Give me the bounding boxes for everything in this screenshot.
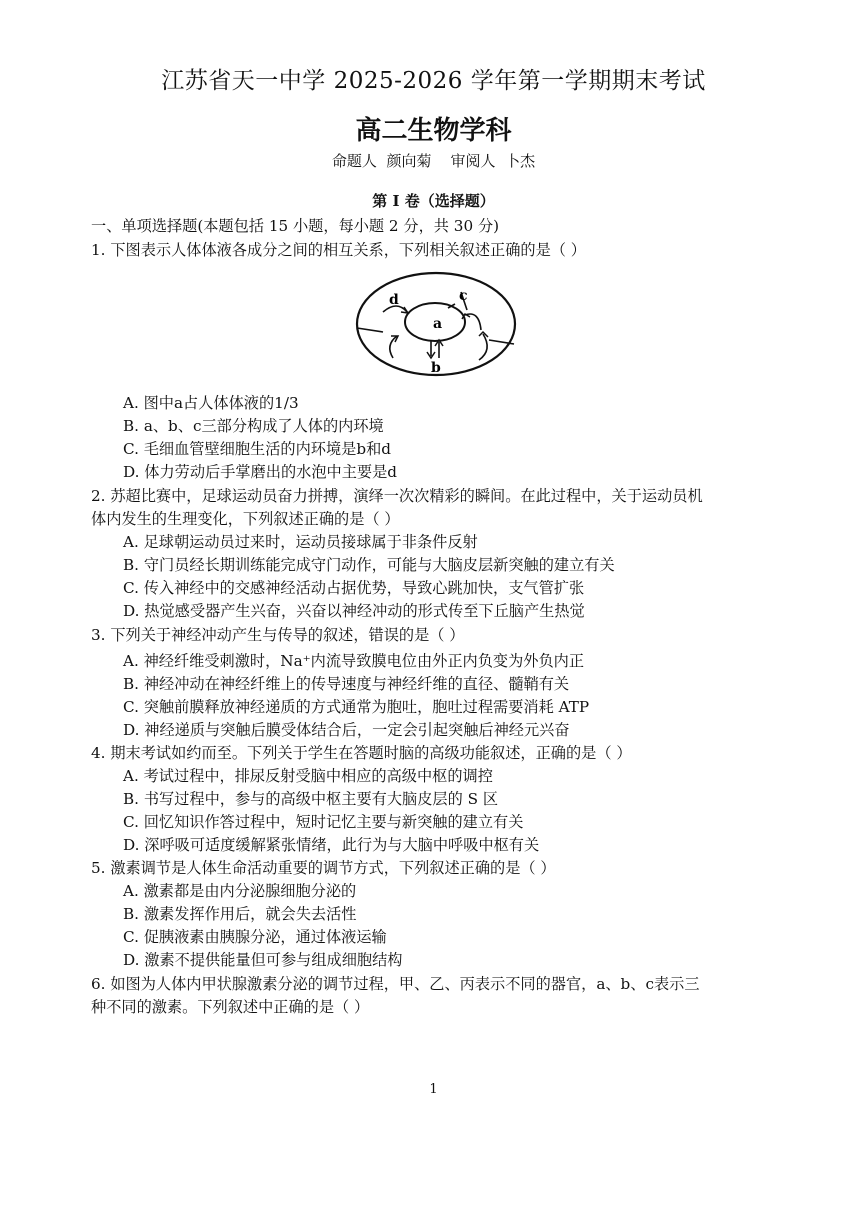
q5-option-a: A. 激素都是由内分泌腺细胞分泌的	[123, 882, 357, 900]
q3-option-c: C. 突触前膜释放神经递质的方式通常为胞吐，胞吐过程需要消耗 ATP	[123, 698, 590, 716]
q5-option-d: D. 激素不提供能量但可参与组成细胞结构	[123, 951, 403, 969]
question-2-stem-2: 体内发生的生理变化，下列叙述正确的是（ ）	[91, 510, 400, 528]
authors-line: 命题人 颜向菊 审阅人 卜杰	[331, 152, 536, 170]
label-c: c	[459, 288, 468, 304]
q4-option-b: B. 书写过程中，参与的高级中枢主要有大脑皮层的 S 区	[123, 790, 499, 808]
question-1-stem: 1. 下图表示人体体液各成分之间的相互关系，下列相关叙述正确的是（ ）	[91, 241, 586, 259]
label-b: b	[431, 360, 441, 376]
q2-option-a: A. 足球朝运动员过来时，运动员接球属于非条件反射	[123, 533, 478, 551]
q1-option-a: A. 图中a占人体体液的1/3	[123, 394, 299, 412]
q1-option-d: D. 体力劳动后手掌磨出的水泡中主要是d	[123, 463, 398, 481]
q4-option-c: C. 回忆知识作答过程中，短时记忆主要与新突触的建立有关	[123, 813, 524, 831]
question-4-stem: 4. 期末考试如约而至。下列关于学生在答题时脑的高级功能叙述，正确的是（ ）	[91, 744, 632, 762]
question-6-stem-1: 6. 如图为人体内甲状腺激素分泌的调节过程，甲、乙、丙表示不同的器官，a、b、c表示三	[91, 975, 700, 993]
part-title: 第 I 卷（选择题）	[372, 192, 495, 210]
body-fluid-diagram	[355, 270, 517, 378]
q4-option-d: D. 深呼吸可适度缓解紧张情绪，此行为与大脑中呼吸中枢有关	[123, 836, 540, 854]
exam-title: 江苏省天一中学 2025-2026 学年第一学期期末考试	[161, 68, 706, 94]
q1-option-c: C. 毛细血管壁细胞生活的内环境是b和d	[123, 440, 391, 458]
q2-option-c: C. 传入神经中的交感神经活动占据优势，导致心跳加快，支气管扩张	[123, 579, 585, 597]
q3-option-b: B. 神经冲动在神经纤维上的传导速度与神经纤维的直径、髓鞘有关	[123, 675, 570, 693]
label-d: d	[389, 292, 399, 308]
q4-option-a: A. 考试过程中，排尿反射受脑中相应的高级中枢的调控	[123, 767, 493, 785]
question-6-stem-2: 种不同的激素。下列叙述中正确的是（ ）	[91, 998, 370, 1016]
q5-option-b: B. 激素发挥作用后，就会失去活性	[123, 905, 357, 923]
q5-option-c: C. 促胰液素由胰腺分泌，通过体液运输	[123, 928, 387, 946]
q2-option-b: B. 守门员经长期训练能完成守门动作，可能与大脑皮层新突触的建立有关	[123, 556, 615, 574]
subject-title: 高二生物学科	[355, 116, 512, 146]
label-a: a	[433, 316, 443, 332]
q3-option-d: D. 神经递质与突触后膜受体结合后，一定会引起突触后神经元兴奋	[123, 721, 570, 739]
q1-option-b: B. a、b、c三部分构成了人体的内环境	[123, 417, 384, 435]
question-5-stem: 5. 激素调节是人体生命活动重要的调节方式，下列叙述正确的是（ ）	[91, 859, 556, 877]
q3-option-a: A. 神经纤维受刺激时，Na⁺内流导致膜电位由外正内负变为外负内正	[123, 652, 585, 670]
question-2-stem-1: 2. 苏超比赛中，足球运动员奋力拼搏，演绎一次次精彩的瞬间。在此过程中，关于运动员机	[91, 487, 703, 505]
question-3-stem: 3. 下列关于神经冲动产生与传导的叙述，错误的是（ ）	[91, 626, 465, 644]
q2-option-d: D. 热觉感受器产生兴奋，兴奋以神经冲动的形式传至下丘脑产生热觉	[123, 602, 585, 620]
section-title: 一、单项选择题(本题包括 15 小题，每小题 2 分，共 30 分)	[91, 217, 500, 235]
page-number: 1	[429, 1082, 438, 1097]
